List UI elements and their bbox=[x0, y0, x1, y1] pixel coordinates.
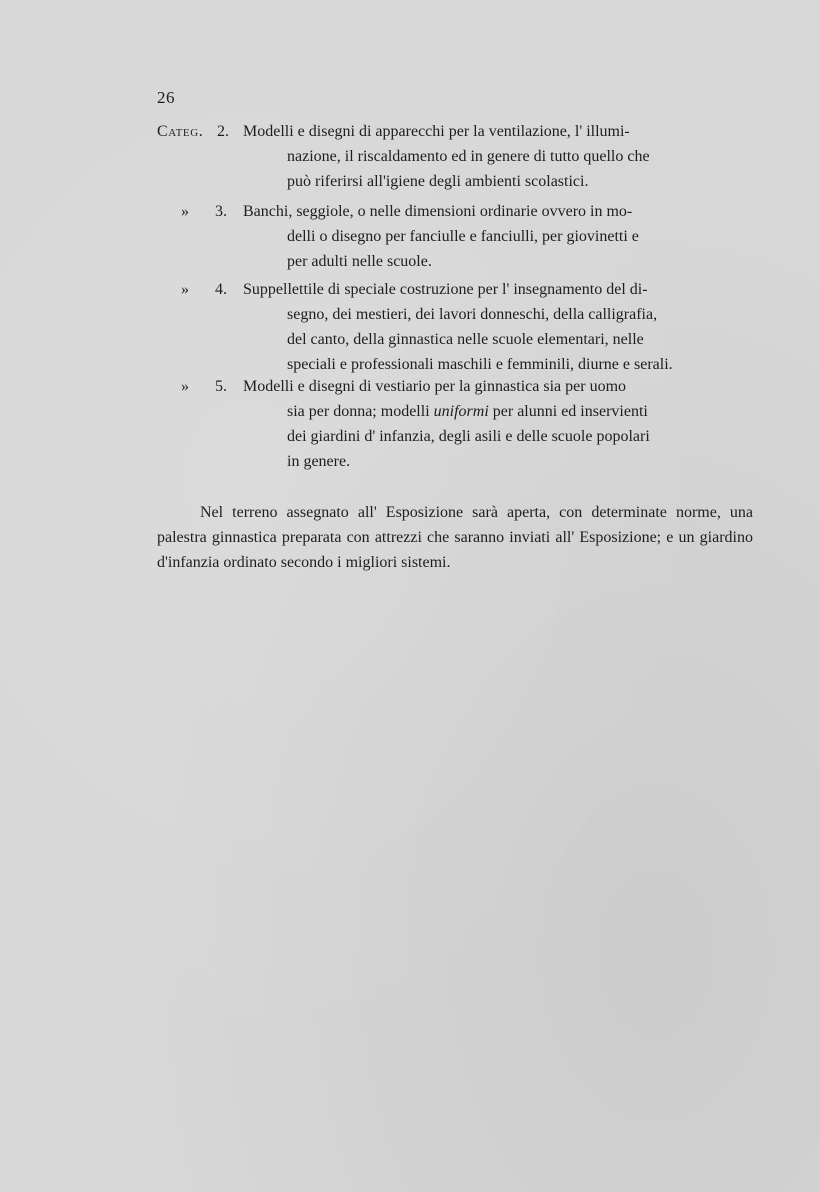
item-line: dei giardini d' infanzia, degli asili e delle scuole popolari bbox=[287, 428, 650, 445]
item-line: può riferirsi all'igiene degli ambienti scolastici. bbox=[287, 173, 589, 190]
ditto-mark: » bbox=[181, 203, 189, 220]
item-line: per adulti nelle scuole. bbox=[287, 253, 432, 270]
item-line-part: sia per donna; modelli bbox=[287, 403, 434, 420]
category-label bbox=[157, 119, 203, 144]
item-line: Modelli e disegni di apparecchi per la ventilazione, l' illumi- bbox=[243, 123, 630, 140]
italic-word: uniformi bbox=[433, 403, 489, 420]
ditto-mark: » bbox=[181, 378, 189, 395]
item-line: Modelli e disegni di vestiario per la ginnastica sia per uomo bbox=[243, 378, 627, 395]
item-line: speciali e professionali maschili e femminili, diurne e serali. bbox=[287, 356, 673, 373]
item-text bbox=[243, 277, 753, 377]
item-text bbox=[243, 199, 753, 274]
page-number: 26 bbox=[157, 88, 175, 107]
item-line: del canto, della ginnastica nelle scuole elementari, nelle bbox=[287, 331, 644, 348]
ditto-mark: » bbox=[181, 281, 189, 298]
item-line: Banchi, seggiole, o nelle dimensioni ordinarie ovvero in mo- bbox=[243, 203, 633, 220]
item-number: 2. bbox=[217, 123, 229, 140]
closing-paragraph: Nel terreno assegnato all' Esposizione sarà aperta, con determinate norme, una palestra ginnastica preparata con attrezzi che saranno inviati all' Esposizione; e un giardino d'infanzia ordinato secondo i migliori sistemi. bbox=[157, 504, 753, 571]
item-line: nazione, il riscaldamento ed in genere di tutto quello che bbox=[287, 148, 650, 165]
item-line-part: per alunni ed inservienti bbox=[488, 403, 648, 420]
item-number: 4. bbox=[215, 281, 227, 298]
categ-label-text: Categ. bbox=[157, 123, 204, 140]
item-text bbox=[243, 374, 753, 474]
item-number: 5. bbox=[215, 378, 227, 395]
item-line: Suppellettile di speciale costruzione per l' insegnamento del di- bbox=[243, 281, 648, 298]
item-text bbox=[243, 119, 753, 194]
item-line: segno, dei mestieri, dei lavori donneschi, della calligrafia, bbox=[287, 306, 658, 323]
item-line: delli o disegno per fanciulle e fanciulli, per giovinetti e bbox=[287, 228, 639, 245]
item-line: in genere. bbox=[287, 453, 351, 470]
item-number: 3. bbox=[215, 203, 227, 220]
item-line bbox=[243, 399, 753, 424]
